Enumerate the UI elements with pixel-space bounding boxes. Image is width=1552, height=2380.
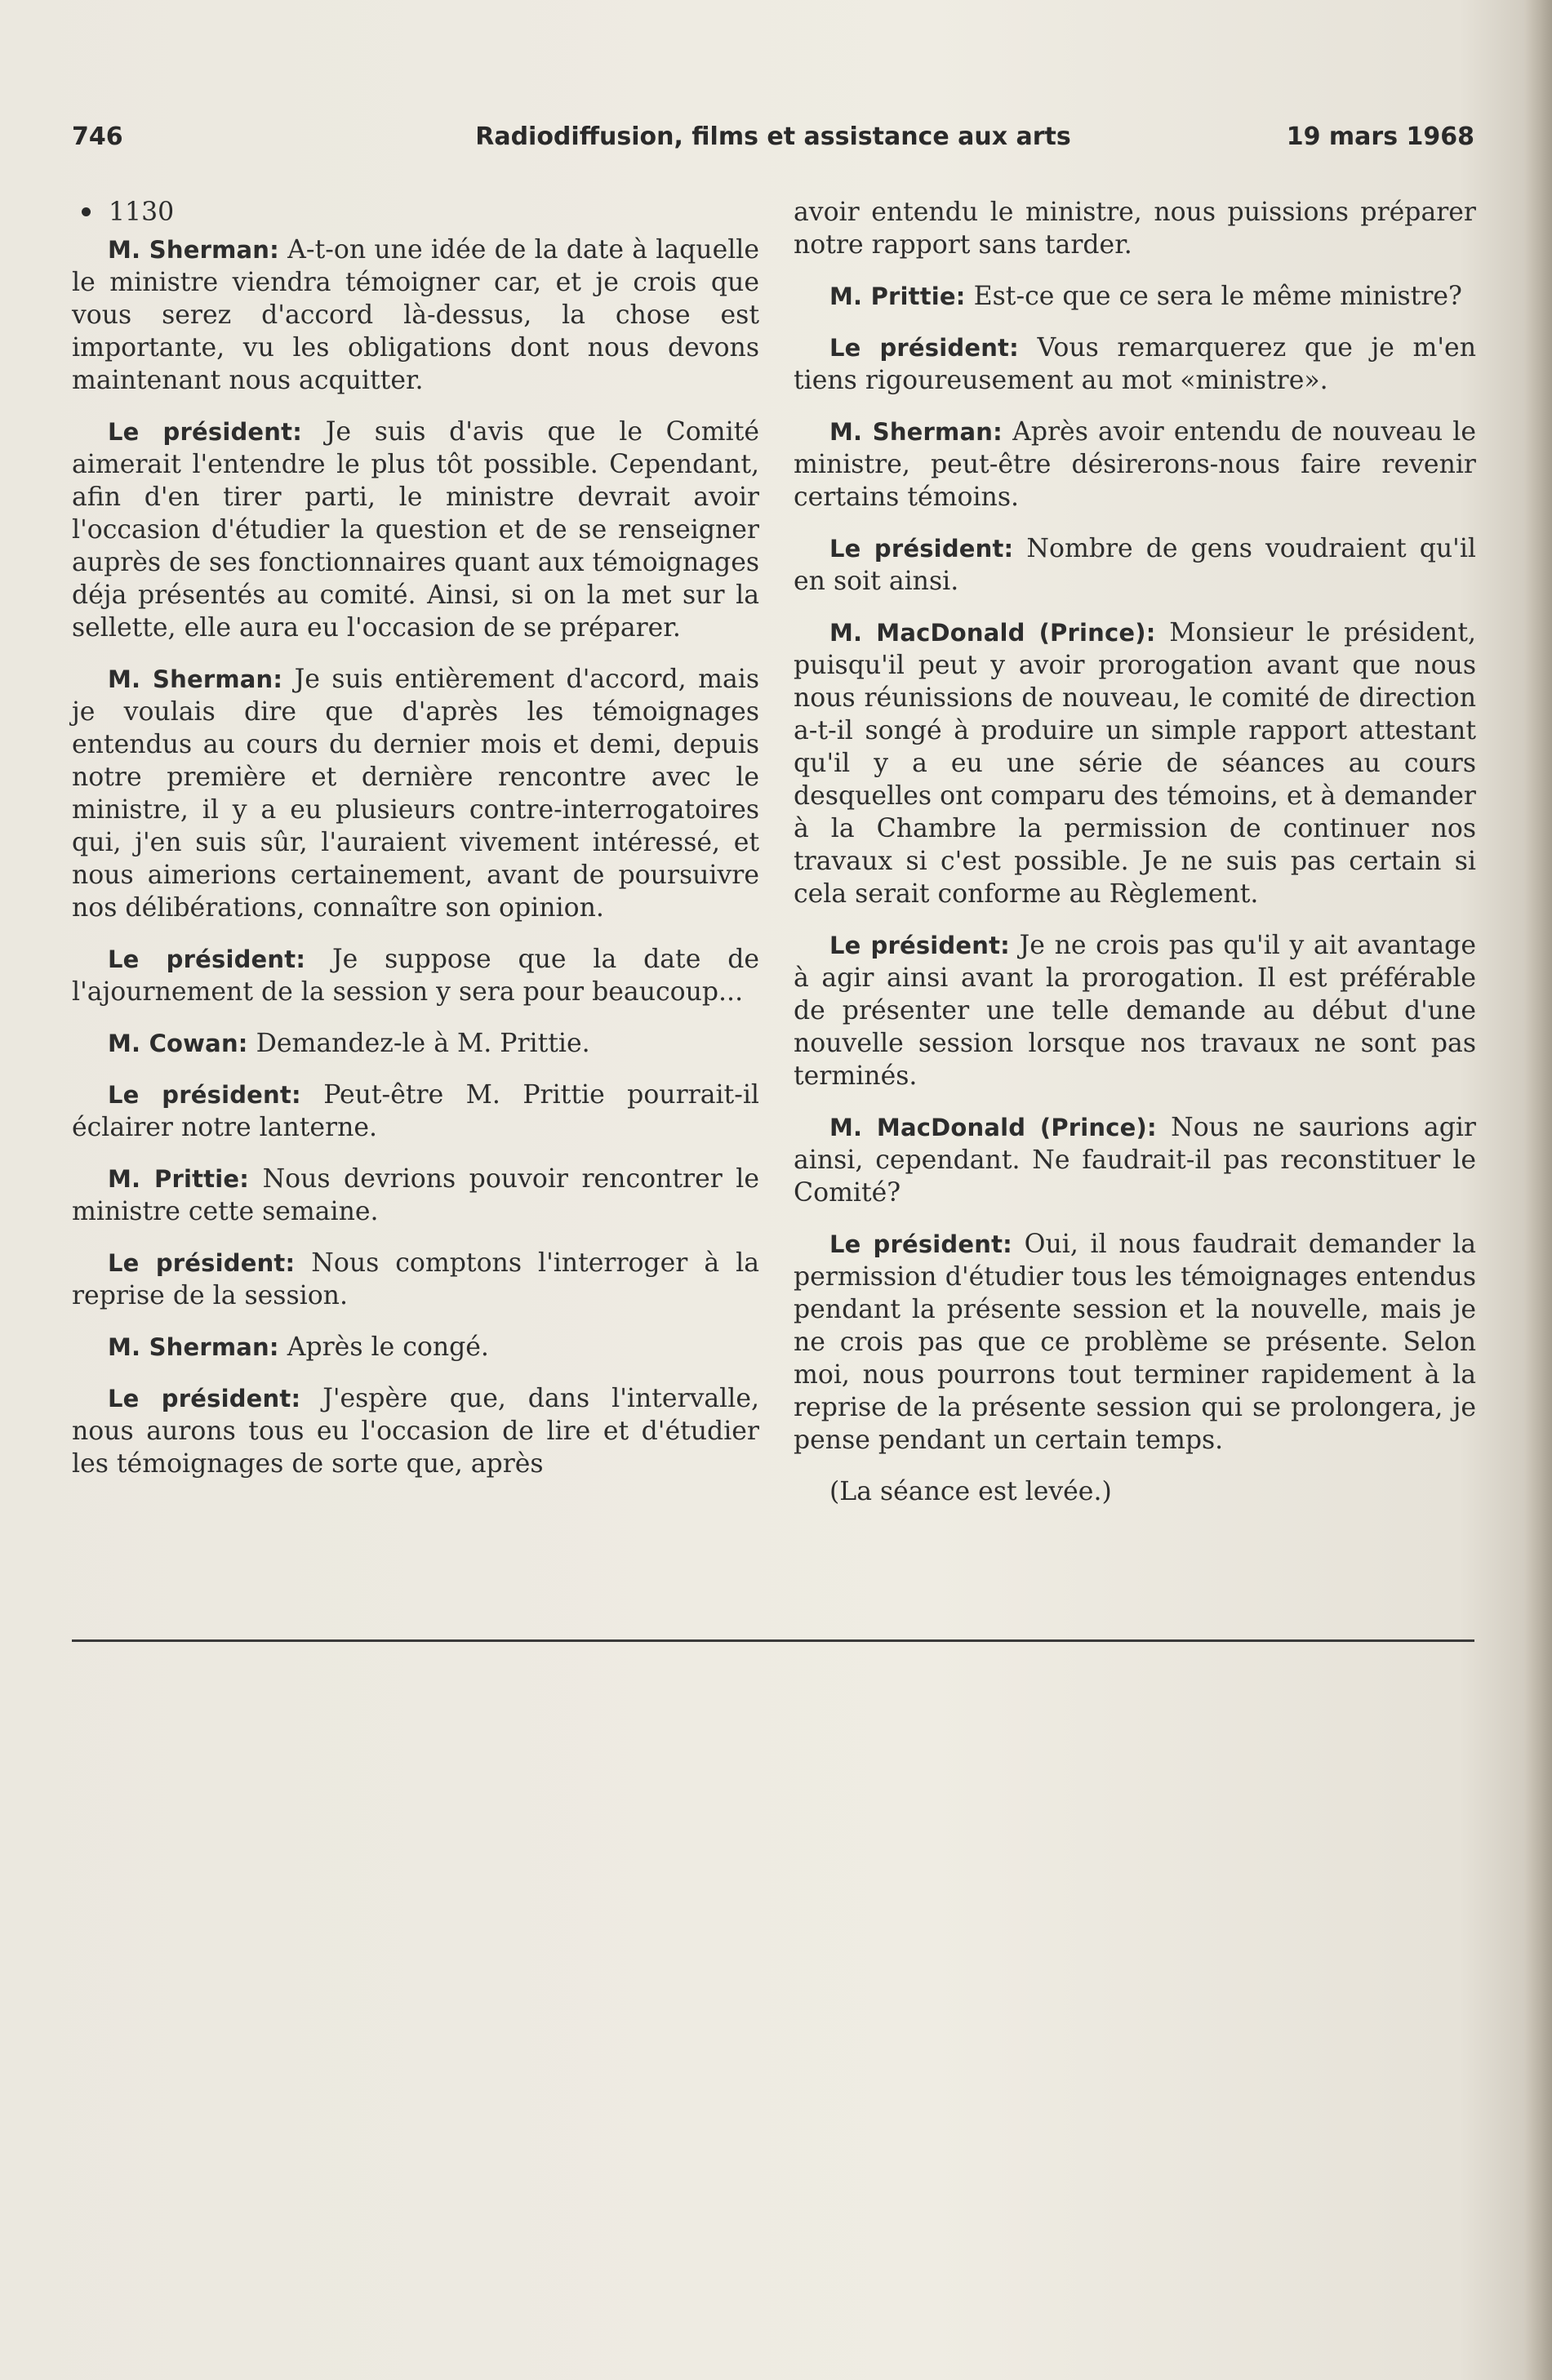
speaker-name: M. MacDonald (Prince): (829, 1114, 1157, 1141)
speaker-name: M. Prittie: (829, 282, 966, 310)
speaker-name: Le président: (108, 1249, 296, 1277)
speech-text: Je suis d'avis que le Comité aimerait l'entendre le plus tôt possible. Cependant, afin d'en tirer parti, le ministre devrait avoir l'occasion d'étudier la question et de se renseigner auprès de ses fonctionnaires quant aux témoignages déja présentés au comité. Ainsi, si on la met sur la sellette, elle aura eu l'occasion de se préparer. (72, 417, 759, 643)
speech-text: Oui, il nous faudrait demander la permission d'étudier tous les témoignages entendus pendant la présente session et la nouvelle, mais je ne crois pas que ce problème se présente. Selon moi, nous pourrons tout terminer rapidement à la reprise de la présente session qui se prolongera, je pense pendant un certain temps. (794, 1230, 1476, 1455)
time-marker-label: 1130 (109, 198, 175, 227)
speech-paragraph (794, 1228, 1476, 1457)
speaker-name: Le président: (829, 932, 1010, 959)
speech-paragraph (72, 416, 759, 644)
page-number: 746 (72, 122, 123, 151)
speech-text: Nombre de gens voudraient qu'il en soit ainsi. (794, 534, 1476, 596)
speech-text: Nous ne saurions agir ainsi, cependant. Ne faudrait-il pas reconstituer le Comité? (794, 1113, 1476, 1208)
speech-paragraph (794, 280, 1476, 313)
speech-paragraph (72, 1079, 759, 1144)
speaker-name: Le président: (829, 535, 1014, 563)
right-column (794, 196, 1476, 1527)
speech-text: Nous comptons l'interroger à la reprise de la session. (72, 1248, 759, 1310)
book-binding-edge (1524, 0, 1552, 2380)
speaker-name: M. Sherman: (108, 236, 279, 264)
speech-text: Je ne crois pas qu'il y ait avantage à agir ainsi avant la prorogation. Il est préférable de présenter une telle demande au début d'une nouvelle session lorsque nos travaux ne sont pas terminés. (794, 931, 1476, 1091)
speech-text: Est-ce que ce sera le même ministre? (965, 282, 1462, 311)
speaker-name: Le président: (829, 1230, 1012, 1258)
speech-text: Monsieur le président, puisqu'il peut y avoir prorogation avant que nous nous réunissions de nouveau, le comité de direction a-t-il songé à produire un simple rapport attestant qu'il y a eu une série de séances au cours desquelles ont comparu des témoins, et à demander à la Chambre la permission de continuer nos travaux si c'est possible. Je ne suis pas certain si cela serait conforme au Règlement. (794, 618, 1476, 909)
speech-text: Vous remarquerez que je m'en tiens rigoureusement au mot «ministre». (794, 333, 1476, 395)
speech-text: A-t-on une idée de la date à laquelle le ministre viendra témoigner car, et je crois que vous serez d'accord là-dessus, la chose est importante, vu les obligations dont nous devons maintenant nous acquitter. (72, 235, 759, 395)
continuation-paragraph: avoir entendu le ministre, nous puissions préparer notre rapport sans tarder. (794, 198, 1476, 260)
speech-text: Peut-être M. Prittie pourrait-il éclairer notre lanterne. (72, 1080, 760, 1142)
speech-paragraph (794, 929, 1476, 1092)
closing-note: (La séance est levée.) (829, 1477, 1112, 1506)
speaker-name: Le président: (108, 945, 306, 973)
speaker-name: M. Sherman: (108, 665, 283, 693)
time-marker (72, 196, 759, 229)
speech-paragraph (72, 1382, 759, 1480)
speech-paragraph (72, 1027, 759, 1060)
speech-paragraph (72, 234, 759, 397)
speech-text: J'espère que, dans l'intervalle, nous aurons tous eu l'occasion de lire et d'étudier les témoignages de sorte que, après (72, 1384, 759, 1479)
speaker-name: Le président: (108, 418, 303, 446)
speech-paragraph (794, 616, 1476, 910)
speech-paragraph (794, 331, 1476, 397)
speaker-name: Le président: (108, 1385, 301, 1412)
speaker-name: M. Sherman: (829, 418, 1003, 446)
bullet-icon (82, 207, 91, 216)
page-header (72, 122, 1474, 163)
end-rule-divider (72, 1639, 1474, 1642)
left-column (72, 196, 759, 1499)
speech-paragraph (72, 1247, 759, 1312)
speaker-name: M. Sherman: (108, 1333, 279, 1361)
speech-paragraph (72, 943, 759, 1008)
speech-paragraph (72, 1331, 759, 1363)
speech-paragraph (794, 416, 1476, 514)
speech-text: Je suppose que la date de l'ajournement de la session y sera pour beaucoup... (72, 945, 759, 1007)
speech-paragraph (794, 532, 1476, 598)
speaker-name: M. MacDonald (Prince): (829, 619, 1156, 647)
speaker-name: M. Cowan: (108, 1030, 248, 1057)
speaker-name: M. Prittie: (108, 1165, 250, 1193)
running-title: Radiodiffusion, films et assistance aux arts (475, 122, 1071, 151)
header-date: 19 mars 1968 (1286, 122, 1474, 151)
speech-text: Après avoir entendu de nouveau le ministre, peut-être désirerons-nous faire revenir certains témoins. (794, 417, 1477, 512)
speech-text: Demandez-le à M. Prittie. (247, 1029, 590, 1058)
speech-text: Nous devrions pouvoir rencontrer le ministre cette semaine. (72, 1164, 759, 1226)
speech-paragraph (72, 663, 759, 924)
speech-text: Je suis entièrement d'accord, mais je voulais dire que d'après les témoignages entendus au cours du dernier mois et demi, depuis notre première et dernière rencontre avec le ministre, il y a eu plusieurs contre-interrogatoires qui, j'en suis sûr, l'auraient vivement intéressé, et nous aimerions certainement, avant de poursuivre nos délibérations, connaître son opinion. (72, 665, 760, 923)
speech-paragraph (794, 1111, 1476, 1209)
speaker-name: Le président: (829, 334, 1019, 362)
speech-paragraph (72, 1163, 759, 1228)
speaker-name: Le président: (108, 1081, 301, 1109)
speech-text: Après le congé. (278, 1332, 489, 1362)
